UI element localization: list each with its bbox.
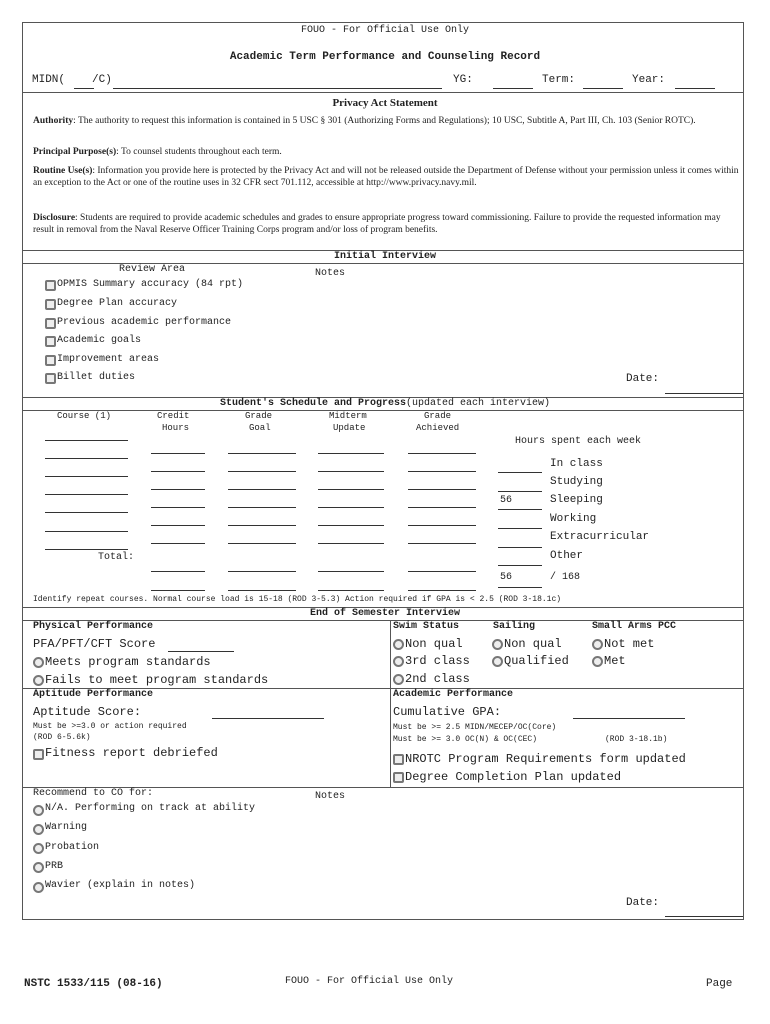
hours-title: Hours spent each week bbox=[515, 436, 642, 447]
midterm-update-field[interactable] bbox=[318, 590, 384, 591]
hours-total: 56 bbox=[500, 572, 513, 583]
midterm-update-field[interactable] bbox=[318, 507, 384, 508]
grade-goal-field[interactable] bbox=[228, 590, 296, 591]
nrotc-label: NROTC Program Requirements form updated bbox=[405, 752, 686, 766]
midn-suffix: /C) bbox=[92, 74, 112, 86]
course-name-field[interactable] bbox=[45, 440, 128, 441]
radio-recommend-warning[interactable] bbox=[33, 824, 44, 835]
course-name-field[interactable] bbox=[45, 549, 128, 550]
arms-option: Not met bbox=[604, 637, 655, 651]
term-field[interactable] bbox=[583, 88, 623, 89]
recommend-option: PRB bbox=[45, 861, 64, 872]
grade-achieved-field[interactable] bbox=[408, 507, 476, 508]
col-grade-goal-2: Goal bbox=[249, 423, 271, 433]
credit-hours-field[interactable] bbox=[151, 453, 205, 454]
midterm-update-field[interactable] bbox=[318, 571, 384, 572]
initial-item: Degree Plan accuracy bbox=[57, 298, 178, 309]
checkbox-previous-academic[interactable] bbox=[45, 318, 56, 329]
grade-goal-field[interactable] bbox=[228, 471, 296, 472]
midn-label: MIDN( bbox=[32, 74, 66, 86]
checkbox-degree-plan[interactable] bbox=[45, 299, 56, 310]
credit-hours-field[interactable] bbox=[151, 543, 205, 544]
course-name-field[interactable] bbox=[45, 494, 128, 495]
swim-option: 3rd class bbox=[405, 654, 470, 668]
sailing-title: Sailing bbox=[493, 621, 536, 632]
hours-field[interactable] bbox=[498, 528, 542, 529]
privacy-authority: Authority: The authority to request this information is contained in 5 USC § 301 (Authorizing Forms and Regulations); 10 USC, Subtitle A, Part III, Ch. 103 (Senior ROTC). bbox=[33, 116, 696, 126]
gpa-label: Cumulative GPA: bbox=[393, 705, 502, 719]
privacy-title: Privacy Act Statement bbox=[332, 97, 438, 109]
hours-field[interactable] bbox=[498, 509, 542, 510]
midterm-update-field[interactable] bbox=[318, 525, 384, 526]
grade-goal-field[interactable] bbox=[228, 489, 296, 490]
arms-title: Small Arms PCC bbox=[592, 621, 677, 632]
hours-label: Working bbox=[550, 513, 597, 525]
radio-recommend-na[interactable] bbox=[33, 805, 44, 816]
gpa-note: Must be >= 3.0 OC(N) & OC(CEC) bbox=[393, 735, 538, 744]
credit-hours-field[interactable] bbox=[151, 571, 205, 572]
radio-sailing-nonqual[interactable] bbox=[492, 639, 503, 650]
form-id: NSTC 1533/115 (08-16) bbox=[24, 978, 163, 990]
grade-goal-field[interactable] bbox=[228, 453, 296, 454]
yg-field[interactable] bbox=[493, 88, 533, 89]
grade-goal-field[interactable] bbox=[228, 507, 296, 508]
recommend-option: Probation bbox=[45, 842, 100, 853]
col-midterm-2: Update bbox=[333, 423, 366, 433]
recommend-date-field[interactable] bbox=[665, 916, 743, 917]
swim-option: 2nd class bbox=[405, 672, 470, 686]
radio-arms-notmet[interactable] bbox=[592, 639, 603, 650]
recommend-option: Warning bbox=[45, 822, 88, 833]
col-course: Course (1) bbox=[57, 411, 112, 421]
year-field[interactable] bbox=[675, 88, 715, 89]
col-grade-ach-2: Achieved bbox=[416, 423, 460, 433]
radio-sailing-qualified[interactable] bbox=[492, 656, 503, 667]
grade-achieved-field[interactable] bbox=[408, 453, 476, 454]
privacy-purpose: Principal Purpose(s): To counsel students throughout each term. bbox=[33, 147, 282, 157]
grade-goal-field[interactable] bbox=[228, 571, 296, 572]
divider-vertical bbox=[390, 620, 391, 787]
fouo-bottom: FOUO - For Official Use Only bbox=[285, 976, 454, 987]
initial-notes-header: Notes bbox=[315, 268, 346, 279]
col-credit: Credit bbox=[157, 411, 190, 421]
radio-recommend-probation[interactable] bbox=[33, 843, 44, 854]
hours-label: Sleeping bbox=[550, 494, 603, 506]
page-label: Page bbox=[706, 978, 733, 990]
hours-label: Extracurricular bbox=[550, 531, 650, 543]
checkbox-degree-completion[interactable] bbox=[393, 772, 404, 783]
divider bbox=[22, 92, 744, 93]
year-label: Year: bbox=[632, 74, 666, 86]
privacy-disclosure: Disclosure: Students are required to provide academic schedules and grades to ensure appropriate progress toward commissioning. Failure to provide the requested information may result in removal from the Naval Reserve Officer Training Corps program and/or loss of program benefits. bbox=[33, 213, 721, 235]
physical-title: Physical Performance bbox=[33, 621, 154, 632]
midterm-update-field[interactable] bbox=[318, 543, 384, 544]
midterm-update-field[interactable] bbox=[318, 453, 384, 454]
credit-hours-field[interactable] bbox=[151, 471, 205, 472]
initial-date-field[interactable] bbox=[665, 393, 743, 394]
radio-swim-nonqual[interactable] bbox=[393, 639, 404, 650]
gpa-note: Must be >= 2.5 MIDN/MECEP/OC(Core) bbox=[393, 723, 557, 732]
initial-item: Improvement areas bbox=[57, 354, 160, 365]
midterm-update-field[interactable] bbox=[318, 471, 384, 472]
recommend-date-label: Date: bbox=[626, 897, 660, 909]
hours-field[interactable] bbox=[498, 491, 542, 492]
radio-swim-3rd[interactable] bbox=[393, 656, 404, 667]
schedule-title: Student's Schedule and Progress(updated each interview) bbox=[219, 398, 551, 409]
swim-option: Non qual bbox=[405, 637, 463, 651]
checkbox-improvement-areas[interactable] bbox=[45, 355, 56, 366]
recommend-option: N/A. Performing on track at ability bbox=[45, 803, 256, 814]
grade-achieved-field[interactable] bbox=[408, 543, 476, 544]
hours-label: Studying bbox=[550, 476, 603, 488]
hours-label: In class bbox=[550, 458, 603, 470]
swim-title: Swim Status bbox=[393, 621, 460, 632]
col-midterm: Midterm bbox=[329, 411, 367, 421]
degree-label: Degree Completion Plan updated bbox=[405, 770, 622, 784]
review-area-header: Review Area bbox=[119, 264, 186, 275]
schedule-footnote: Identify repeat courses. Normal course load is 15-18 (ROD 3-5.3) Action required if GPA is < 2.5 (ROD 3-18.1c) bbox=[33, 595, 562, 604]
sailing-option: Qualified bbox=[504, 654, 569, 668]
hours-total-line bbox=[498, 587, 542, 588]
radio-arms-met[interactable] bbox=[592, 656, 603, 667]
aptitude-score-field[interactable] bbox=[212, 718, 324, 719]
course-name-field[interactable] bbox=[45, 531, 128, 532]
credit-hours-field[interactable] bbox=[151, 507, 205, 508]
grade-goal-field[interactable] bbox=[228, 525, 296, 526]
form-title: Academic Term Performance and Counseling Record bbox=[229, 51, 541, 63]
grade-achieved-field[interactable] bbox=[408, 525, 476, 526]
col-credit-2: Hours bbox=[162, 423, 190, 433]
col-grade-goal: Grade bbox=[245, 411, 273, 421]
hours-label: Other bbox=[550, 550, 584, 562]
pfa-score-field[interactable] bbox=[168, 651, 234, 652]
hours-field[interactable] bbox=[498, 547, 542, 548]
divider bbox=[22, 410, 744, 411]
checkbox-billet-duties[interactable] bbox=[45, 373, 56, 384]
total-label: Total: bbox=[98, 552, 135, 563]
radio-recommend-prb[interactable] bbox=[33, 862, 44, 873]
course-name-field[interactable] bbox=[45, 458, 128, 459]
aptitude-title: Aptitude Performance bbox=[33, 689, 154, 700]
aptitude-note: (ROD 6-5.6k) bbox=[33, 733, 91, 742]
midn-name-field[interactable] bbox=[113, 88, 442, 89]
checkbox-nrotc-requirements[interactable] bbox=[393, 754, 404, 765]
grade-achieved-field[interactable] bbox=[408, 489, 476, 490]
aptitude-note: Must be >=3.0 or action required bbox=[33, 722, 187, 731]
privacy-routine: Routine Use(s): Information you provide here is protected by the Privacy Act and will not be released outside the Department of Defense without your permission unless it comes within an exception to the Act or one of the routine uses in 32 CFR sect 701.112, accessible at http://www.privacy.navy.mil. bbox=[33, 166, 739, 188]
midn-class-line[interactable] bbox=[74, 88, 94, 89]
grade-achieved-field[interactable] bbox=[408, 571, 476, 572]
course-name-field[interactable] bbox=[45, 512, 128, 513]
initial-item: OPMIS Summary accuracy (84 rpt) bbox=[57, 279, 244, 290]
hours-field[interactable] bbox=[498, 565, 542, 566]
pfa-label: PFA/PFT/CFT Score bbox=[33, 637, 156, 651]
meets-label: Meets program standards bbox=[45, 655, 211, 669]
grade-goal-field[interactable] bbox=[228, 543, 296, 544]
aptitude-label: Aptitude Score: bbox=[33, 705, 142, 719]
radio-meets-standards[interactable] bbox=[33, 657, 44, 668]
arms-option: Met bbox=[604, 654, 626, 668]
radio-fails-standards[interactable] bbox=[33, 675, 44, 686]
initial-item: Billet duties bbox=[57, 372, 136, 383]
recommend-option: Wavier (explain in notes) bbox=[45, 880, 196, 891]
checkbox-opmis[interactable] bbox=[45, 280, 56, 291]
hours-total-of: / 168 bbox=[550, 572, 581, 583]
initial-item: Academic goals bbox=[57, 335, 142, 346]
term-label: Term: bbox=[542, 74, 576, 86]
recommend-notes-header: Notes bbox=[315, 791, 346, 802]
fouo-top: FOUO - For Official Use Only bbox=[300, 25, 470, 36]
checkbox-academic-goals[interactable] bbox=[45, 336, 56, 347]
eos-title: End of Semester Interview bbox=[309, 608, 461, 619]
fails-label: Fails to meet program standards bbox=[45, 673, 269, 687]
col-grade-ach: Grade bbox=[424, 411, 452, 421]
initial-item: Previous academic performance bbox=[57, 317, 232, 328]
yg-label: YG: bbox=[453, 74, 473, 86]
academic-title: Academic Performance bbox=[393, 689, 514, 700]
fitness-label: Fitness report debriefed bbox=[45, 746, 218, 760]
midterm-update-field[interactable] bbox=[318, 489, 384, 490]
course-name-field[interactable] bbox=[45, 476, 128, 477]
radio-swim-2nd[interactable] bbox=[393, 674, 404, 685]
grade-achieved-field[interactable] bbox=[408, 471, 476, 472]
credit-hours-field[interactable] bbox=[151, 590, 205, 591]
hours-value-sleeping: 56 bbox=[500, 495, 513, 506]
gpa-field[interactable] bbox=[573, 718, 685, 719]
checkbox-fitness-report[interactable] bbox=[33, 749, 44, 760]
initial-title: Initial Interview bbox=[333, 251, 437, 262]
hours-field[interactable] bbox=[498, 472, 542, 473]
gpa-note-ref: (ROD 3-18.1b) bbox=[605, 735, 668, 744]
sailing-option: Non qual bbox=[504, 637, 562, 651]
radio-recommend-waiver[interactable] bbox=[33, 882, 44, 893]
credit-hours-field[interactable] bbox=[151, 489, 205, 490]
grade-achieved-field[interactable] bbox=[408, 590, 476, 591]
initial-date-label: Date: bbox=[626, 373, 660, 385]
recommend-title: Recommend to CO for: bbox=[33, 788, 154, 799]
credit-hours-field[interactable] bbox=[151, 525, 205, 526]
